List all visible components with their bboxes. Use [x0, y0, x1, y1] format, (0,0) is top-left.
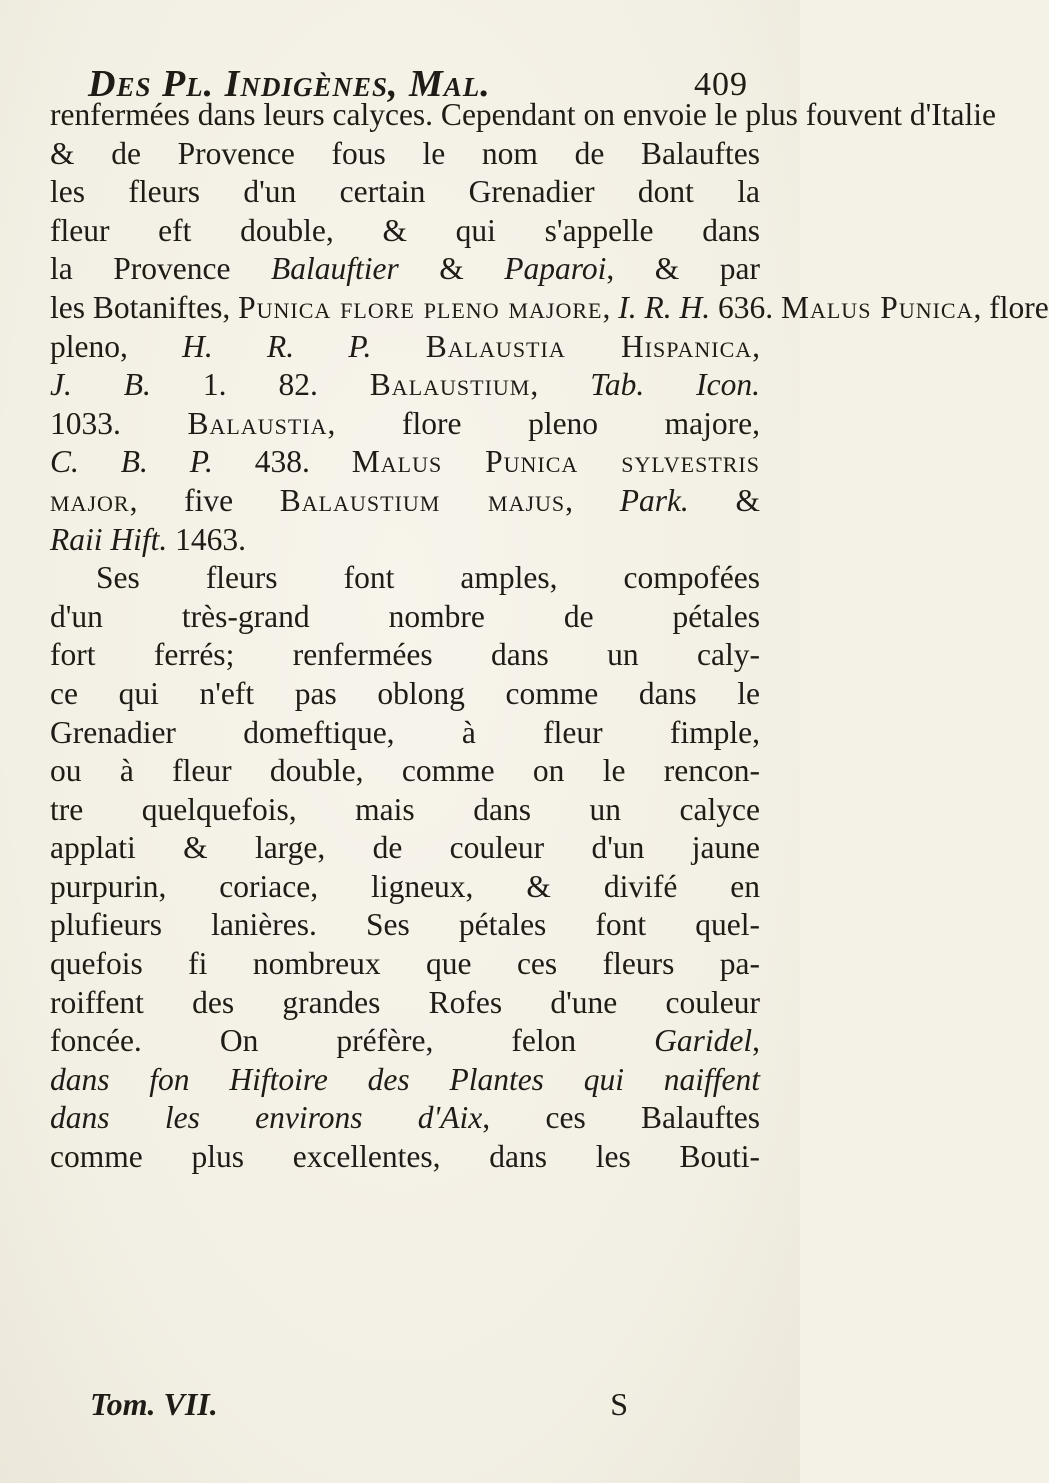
text-line: [50, 328, 760, 367]
text-line: [50, 366, 760, 405]
italic-segment: Raii Hift.: [50, 521, 168, 557]
italic-segment: Garidel: [654, 1023, 753, 1059]
text-segment: d'un très-grand nombre de pétales: [50, 598, 760, 634]
text-line: [50, 636, 760, 675]
text-segment: comme plus excellentes, dans les Bouti-: [50, 1139, 760, 1175]
small-caps-segment: Balaustium majus: [279, 482, 566, 518]
text-segment: , five: [129, 482, 280, 518]
text-line: [50, 906, 760, 945]
text-segment: pleno,: [50, 328, 183, 364]
text-line: [50, 521, 760, 560]
italic-segment: Park.: [619, 482, 689, 518]
page-footer: [90, 1386, 730, 1430]
text-line: [50, 984, 760, 1023]
small-caps-segment: Balaustium: [369, 367, 531, 403]
text-segment: , flore: [973, 289, 1049, 325]
text-line: [50, 945, 760, 984]
text-segment: fort ferrés; renfermées dans un caly-: [50, 637, 760, 673]
text-line: [50, 482, 760, 521]
italic-segment: I. R. H.: [618, 289, 711, 325]
text-segment: fleur eft double, & qui s'appelle dans: [50, 212, 760, 248]
text-segment: les fleurs d'un certain Grenadier dont la: [50, 174, 760, 210]
small-caps-segment: Balaustia: [187, 405, 328, 441]
page-number: 409: [694, 66, 748, 103]
text-line: [50, 598, 760, 637]
italic-segment: Balauftier: [270, 251, 399, 287]
text-line: [50, 714, 760, 753]
text-line: [50, 675, 760, 714]
text-segment: & de Provence fous le nom de Balauftes: [50, 135, 760, 171]
text-line: [50, 173, 760, 212]
text-segment: applati & large, de couleur d'un jaune: [50, 830, 760, 866]
text-line: [50, 135, 760, 174]
signature-mark: S: [610, 1386, 628, 1422]
text-line: [50, 752, 760, 791]
text-segment: Grenadier domeftique, à fleur fimple,: [50, 714, 760, 750]
text-line: [50, 405, 760, 444]
italic-segment: C. B. P.: [50, 444, 213, 480]
text-segment: 1463.: [167, 521, 246, 557]
text-segment: roiffent des grandes Rofes d'une couleur: [50, 984, 760, 1020]
italic-segment: J. B.: [50, 367, 151, 403]
text-segment: tre quelquefois, mais dans un calyce: [50, 791, 760, 827]
italic-segment: dans fon Hiftoire des Plantes qui naiffent: [50, 1061, 760, 1097]
text-segment: foncée. On préfère, felon: [50, 1023, 655, 1059]
small-caps-segment: Balaustia Hispanica: [425, 328, 753, 364]
text-segment: renfermées dans leurs calyces. Cependant on envoie le plus fouvent d'Italie: [50, 97, 996, 132]
tome-label: Tom. VII.: [90, 1386, 218, 1422]
text-segment: 636.: [710, 289, 781, 325]
small-caps-segment: major: [50, 482, 130, 518]
text-line: [50, 1061, 760, 1100]
text-line: [50, 443, 760, 482]
text-line: [50, 791, 760, 830]
italic-segment: H. R. P.: [182, 328, 372, 364]
text-segment: ou à fleur double, comme on le rencon-: [50, 753, 760, 789]
text-segment: &: [398, 251, 505, 287]
text-segment: ce qui n'eft pas oblong comme dans le: [50, 675, 760, 711]
text-line: [50, 1099, 760, 1138]
text-segment: [371, 329, 425, 364]
text-segment: purpurin, coriace, ligneux, & divifé en: [50, 868, 760, 904]
running-title: Des Pl. Indigènes, Mal.: [88, 63, 491, 105]
text-segment: plufieurs lanières. Ses pétales font quel-: [50, 907, 760, 943]
text-segment: 438.: [212, 444, 352, 480]
text-line: [50, 868, 760, 907]
text-line: [50, 250, 760, 289]
text-segment: quefois fi nombreux que ces fleurs pa-: [50, 946, 760, 982]
text-segment: ,: [565, 482, 620, 518]
italic-segment: Tab. Icon.: [590, 367, 760, 403]
text-line: [50, 829, 760, 868]
text-segment: &: [688, 482, 760, 518]
text-segment: 1. 82.: [150, 367, 370, 403]
text-segment: , ces Balauftes: [482, 1100, 760, 1136]
small-caps-segment: Malus Punica: [780, 289, 974, 325]
text-segment: la Provence: [50, 251, 271, 287]
italic-segment: Paparoi: [504, 251, 607, 287]
body-text: [50, 96, 1049, 1177]
text-line: [50, 96, 996, 135]
text-segment: ,: [602, 289, 619, 325]
text-line: [50, 559, 760, 598]
text-segment: Ses fleurs font amples, compofées: [96, 560, 760, 596]
text-segment: les Botaniftes,: [50, 289, 239, 325]
text-segment: 1033.: [50, 405, 188, 441]
text-line: [50, 289, 1049, 328]
text-segment: ,: [752, 1023, 760, 1059]
text-segment: , flore pleno majore,: [327, 405, 761, 441]
text-line: [50, 212, 760, 251]
text-segment: ,: [530, 367, 591, 403]
small-caps-segment: Punica flore pleno majore: [238, 289, 603, 325]
text-segment: ,: [752, 328, 761, 364]
text-line: [50, 1138, 760, 1177]
small-caps-segment: Malus Punica sylvestris: [351, 444, 760, 480]
text-line: [50, 1022, 760, 1061]
text-segment: , & par: [606, 251, 760, 287]
italic-segment: dans les environs d'Aix: [50, 1100, 483, 1136]
